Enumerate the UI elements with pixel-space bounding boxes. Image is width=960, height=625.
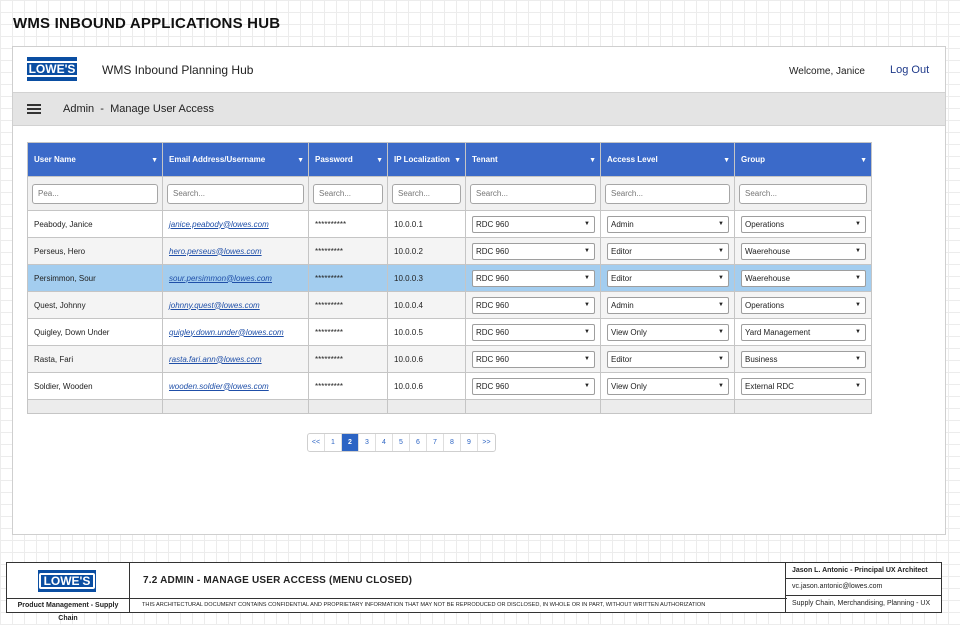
footer-scope: Supply Chain, Merchandising, Planning - UX: [792, 599, 931, 607]
dropdown-arrow-icon: ▼: [855, 328, 861, 335]
welcome-text: Welcome, Janice: [789, 66, 865, 77]
tenant-select[interactable]: RDC 960 ▼: [472, 297, 595, 314]
hub-title: WMS INBOUND APPLICATIONS HUB: [13, 15, 281, 32]
footer-department: Product Management - Supply Chain: [7, 598, 129, 612]
email-link[interactable]: wooden.soldier@lowes.com: [163, 373, 309, 400]
access-level-select[interactable]: Editor ▼: [607, 351, 729, 368]
dropdown-arrow-icon: ▼: [584, 220, 590, 227]
access-level-select[interactable]: View Only ▼: [607, 378, 729, 395]
dropdown-arrow-icon: ▼: [718, 328, 724, 335]
password-cell: *********: [309, 373, 388, 400]
column-header-tenant[interactable]: Tenant ▼: [466, 143, 601, 177]
dropdown-arrow-icon: ▼: [584, 301, 590, 308]
dropdown-arrow-icon: ▼: [584, 247, 590, 254]
tenant-select[interactable]: RDC 960 ▼: [472, 378, 595, 395]
column-header-password[interactable]: Password ▼: [309, 143, 388, 177]
access-level-select[interactable]: View Only ▼: [607, 324, 729, 341]
tenant-select[interactable]: RDC 960 ▼: [472, 324, 595, 341]
dropdown-arrow-icon: ▼: [584, 328, 590, 335]
email-link[interactable]: hero.perseus@lowes.com: [163, 238, 309, 265]
dropdown-arrow-icon: ▼: [718, 382, 724, 389]
table-row[interactable]: [28, 265, 872, 292]
ip-cell: 10.0.0.5: [388, 319, 466, 346]
page-6[interactable]: 6: [410, 434, 427, 451]
app-header: [13, 47, 945, 92]
page-last-button[interactable]: >>: [482, 439, 491, 446]
column-header-group[interactable]: Group ▼: [735, 143, 872, 177]
password-cell: *********: [309, 319, 388, 346]
table-row[interactable]: [28, 238, 872, 265]
dropdown-arrow-icon: ▼: [718, 247, 724, 254]
column-header-email[interactable]: Email Address/Username ▼: [163, 143, 309, 177]
filter-input-group[interactable]: [739, 184, 867, 204]
group-select[interactable]: Waerehouse ▼: [741, 270, 866, 287]
email-link[interactable]: rasta.fari.ann@lowes.com: [163, 346, 309, 373]
ip-cell: 10.0.0.6: [388, 346, 466, 373]
page-1[interactable]: 1: [325, 434, 342, 451]
table-header-row: [28, 143, 872, 177]
group-select[interactable]: Business ▼: [741, 351, 866, 368]
dropdown-arrow-icon: ▼: [718, 301, 724, 308]
password-cell: *********: [309, 346, 388, 373]
email-link[interactable]: johnny.quest@lowes.com: [163, 292, 309, 319]
ip-cell: 10.0.0.3: [388, 265, 466, 292]
filter-input-tenant[interactable]: [470, 184, 596, 204]
dropdown-arrow-icon: ▼: [718, 355, 724, 362]
tenant-select[interactable]: RDC 960 ▼: [472, 270, 595, 287]
dropdown-arrow-icon: ▼: [855, 274, 861, 281]
dropdown-arrow-icon: ▼: [855, 382, 861, 389]
page-5[interactable]: 5: [393, 434, 410, 451]
footer-doc-title: 7.2 ADMIN - MANAGE USER ACCESS (MENU CLOSED): [143, 575, 413, 586]
table-row[interactable]: [28, 292, 872, 319]
sort-caret-icon[interactable]: ▼: [151, 157, 158, 164]
sort-caret-icon[interactable]: ▼: [589, 157, 596, 164]
password-cell: *********: [309, 292, 388, 319]
page-7[interactable]: 7: [427, 434, 444, 451]
dropdown-arrow-icon: ▼: [584, 274, 590, 281]
group-select[interactable]: Yard Management ▼: [741, 324, 866, 341]
email-link[interactable]: quigley.down.under@lowes.com: [163, 319, 309, 346]
tenant-select[interactable]: RDC 960 ▼: [472, 243, 595, 260]
filter-input-password[interactable]: [313, 184, 383, 204]
group-select[interactable]: Waerehouse ▼: [741, 243, 866, 260]
ip-cell: 10.0.0.1: [388, 211, 466, 238]
user-name-cell: Quigley, Down Under: [28, 319, 163, 346]
page-9[interactable]: 9: [461, 434, 478, 451]
group-select[interactable]: Operations ▼: [741, 297, 866, 314]
sort-caret-icon[interactable]: ▼: [454, 157, 461, 164]
user-name-cell: Soldier, Wooden: [28, 373, 163, 400]
sort-caret-icon[interactable]: ▼: [860, 157, 867, 164]
filter-input-access-level[interactable]: [605, 184, 730, 204]
hamburger-icon[interactable]: [27, 104, 41, 114]
app-window: [12, 46, 946, 535]
column-header-access-level[interactable]: Access Level ▼: [601, 143, 735, 177]
dropdown-arrow-icon: ▼: [855, 247, 861, 254]
dropdown-arrow-icon: ▼: [718, 220, 724, 227]
empty-row: [28, 400, 872, 414]
access-level-select[interactable]: Admin ▼: [607, 297, 729, 314]
access-level-select[interactable]: Admin ▼: [607, 216, 729, 233]
dropdown-arrow-icon: ▼: [584, 355, 590, 362]
dropdown-arrow-icon: ▼: [855, 301, 861, 308]
password-cell: **********: [309, 211, 388, 238]
user-name-cell: Perseus, Hero: [28, 238, 163, 265]
page-3[interactable]: 3: [359, 434, 376, 451]
column-header-user-name[interactable]: User Name ▼: [28, 143, 163, 177]
email-link[interactable]: sour.persimmon@lowes.com: [163, 265, 309, 292]
filter-row: [28, 177, 872, 211]
user-name-cell: Persimmon, Sour: [28, 265, 163, 292]
access-level-select[interactable]: Editor ▼: [607, 243, 729, 260]
dropdown-arrow-icon: ▼: [718, 274, 724, 281]
sort-caret-icon[interactable]: ▼: [297, 157, 304, 164]
table-row[interactable]: [28, 211, 872, 238]
footer-author-block: [785, 563, 941, 612]
sort-caret-icon[interactable]: ▼: [376, 157, 383, 164]
tenant-select[interactable]: RDC 960 ▼: [472, 351, 595, 368]
breadcrumb: Admin - Manage User Access: [63, 103, 215, 115]
filter-input-user-name[interactable]: [32, 184, 158, 204]
footer-brand-block: [7, 563, 130, 622]
ip-cell: 10.0.0.4: [388, 292, 466, 319]
breadcrumb-bar: [13, 92, 945, 126]
document-footer: [6, 562, 942, 622]
page-8[interactable]: 8: [444, 434, 461, 451]
dropdown-arrow-icon: ▼: [855, 220, 861, 227]
password-cell: *********: [309, 238, 388, 265]
email-link[interactable]: janice.peabody@lowes.com: [163, 211, 309, 238]
group-select[interactable]: External RDC ▼: [741, 378, 866, 395]
table-row[interactable]: [28, 373, 872, 400]
password-cell: *********: [309, 265, 388, 292]
dropdown-arrow-icon: ▼: [855, 355, 861, 362]
user-name-cell: Quest, Johnny: [28, 292, 163, 319]
page-4[interactable]: 4: [376, 434, 393, 451]
page-first-button[interactable]: <<: [308, 434, 325, 451]
footer-lowes-logo: LOWE'S: [38, 570, 96, 592]
footer-confidential-notice: THIS ARCHITECTURAL DOCUMENT CONTAINS CONFIDENTIAL AND PROPRIETARY INFORMATION THAT MAY NOT BE REPRODUCED OR DISCLOSED, IN WHOLE OR IN PART, WITHOUT WRITTEN AUTHORIZATION: [130, 598, 787, 612]
footer-email: vc.jason.antonic@lowes.com: [786, 579, 941, 595]
dropdown-arrow-icon: ▼: [584, 382, 590, 389]
table-row[interactable]: [28, 346, 872, 373]
lowes-logo[interactable]: LOWE'S: [27, 57, 77, 81]
user-access-table: [27, 142, 872, 414]
logout-link[interactable]: Log Out: [890, 64, 930, 76]
page-2[interactable]: 2: [342, 434, 359, 451]
access-level-select[interactable]: Editor ▼: [607, 270, 729, 287]
user-name-cell: Rasta, Fari: [28, 346, 163, 373]
app-name: WMS Inbound Planning Hub: [102, 63, 254, 77]
ip-cell: 10.0.0.6: [388, 373, 466, 400]
table-row[interactable]: [28, 319, 872, 346]
footer-author: Jason L. Antonic - Principal UX Architect: [786, 563, 941, 579]
column-header-ip[interactable]: IP Localization ▼: [388, 143, 466, 177]
pagination: [307, 433, 496, 452]
filter-input-ip[interactable]: [392, 184, 461, 204]
sort-caret-icon[interactable]: ▼: [723, 157, 730, 164]
group-select[interactable]: Operations ▼: [741, 216, 866, 233]
filter-input-email[interactable]: [167, 184, 304, 204]
ip-cell: 10.0.0.2: [388, 238, 466, 265]
tenant-select[interactable]: RDC 960 ▼: [472, 216, 595, 233]
user-name-cell: Peabody, Janice: [28, 211, 163, 238]
